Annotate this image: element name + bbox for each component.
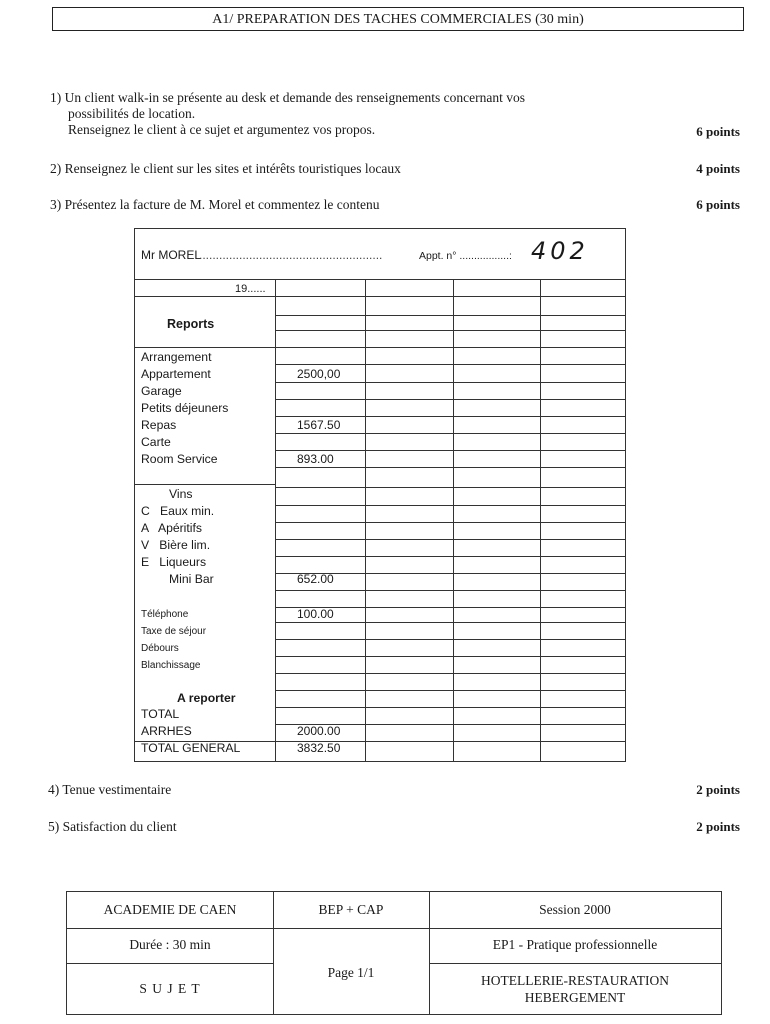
row-petits-dejeuners: Petits déjeuners [141,401,229,415]
page-title: A1/ PREPARATION DES TACHES COMMERCIALES (30 min) [52,7,744,31]
footer-page: Page 1/1 [327,965,375,980]
footer-academie: ACADEMIE DE CAEN [103,902,237,917]
footer-epreuve: EP1 - Pratique professionnelle [492,937,658,952]
question-2: 2) Renseignez le client sur les sites et intérêts touristiques locaux [50,161,401,176]
row-mini-bar: Mini Bar [169,572,214,586]
value-arrhes: 2000.00 [297,724,341,738]
row-aperitifs: A Apéritifs [141,521,202,535]
question-4: 4) Tenue vestimentaire [48,782,172,797]
footer-specialite [429,972,721,1006]
invoice-appt-number: 402 [531,237,589,265]
question-2-points: 4 points [696,161,740,176]
footer-specialite-line1: HOTELLERIE-RESTAURATION [481,973,669,988]
question-1-line1: 1) Un client walk-in se présente au desk et demande des renseignements concernant vos [50,90,525,105]
value-appartement: 2500,00 [297,367,341,381]
row-arrhes: ARRHES [141,724,192,738]
value-telephone: 100.00 [297,607,334,621]
question-1-points: 6 points [696,124,740,139]
row-liqueurs: E Liqueurs [141,555,207,569]
row-room-service: Room Service [141,452,218,466]
invoice-appt-label: Appt. n° .................: [419,250,512,262]
footer-specialite-line2: HEBERGEMENT [524,990,626,1005]
value-room-service: 893.00 [297,452,334,466]
row-total-general: TOTAL GENERAL [141,741,241,755]
row-debours: Débours [141,643,179,654]
value-mini-bar: 652.00 [297,572,334,586]
row-carte: Carte [141,435,171,449]
invoice-col-divider [540,279,541,761]
row-repas: Repas [141,418,177,432]
question-1 [50,90,525,138]
invoice-form [134,228,626,762]
invoice-date: 19...... [235,283,266,295]
row-appartement: Appartement [141,367,211,381]
row-biere-lim: V Bière lim. [141,538,211,552]
invoice-reports-label: Reports [167,317,215,331]
row-taxe-sejour: Taxe de séjour [141,626,207,637]
question-5: 5) Satisfaction du client [48,819,177,834]
row-garage: Garage [141,384,182,398]
footer-table [66,891,722,1015]
invoice-col-divider [275,279,276,761]
row-telephone: Téléphone [141,609,189,620]
row-total: TOTAL [141,707,180,721]
footer-sujet: S U J E T [139,981,201,996]
invoice-col-divider [453,279,454,761]
question-5-points: 2 points [696,819,740,834]
question-1-line2: possibilités de location. [68,106,196,121]
question-4-points: 2 points [696,782,740,797]
row-vins: Vins [169,487,193,501]
footer-session: Session 2000 [539,902,611,917]
value-repas: 1567.50 [297,418,341,432]
row-eaux-min: C Eaux min. [141,504,215,518]
row-a-reporter: A reporter [177,691,236,705]
row-arrangement: Arrangement [141,350,212,364]
invoice-col-divider [365,279,366,761]
invoice-header: Mr MOREL ....................................................... Appt. n° .................: 402 [135,229,625,280]
invoice-client-name: Mr MOREL [141,248,201,262]
question-3-points: 6 points [696,197,740,212]
question-1-line3: Renseignez le client à ce sujet et argumentez vos propos. [68,122,376,137]
row-blanchissage: Blanchissage [141,660,201,671]
value-total-general: 3832.50 [297,741,341,755]
footer-diplome: BEP + CAP [318,902,384,917]
footer-duree: Durée : 30 min [129,937,211,952]
question-3: 3) Présentez la facture de M. Morel et commentez le contenu [50,197,380,212]
